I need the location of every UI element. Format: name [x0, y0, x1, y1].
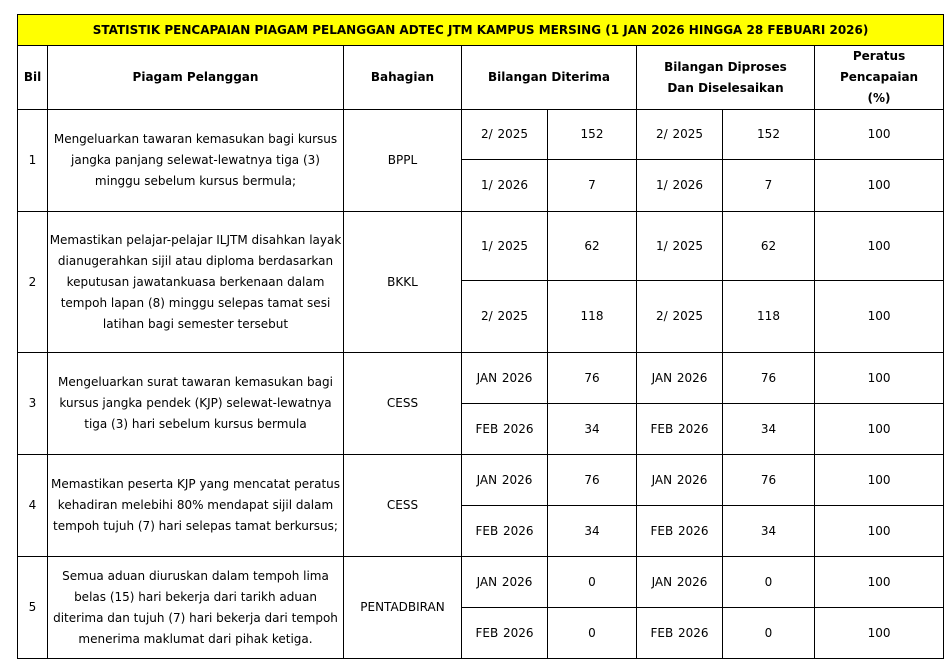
received-period	[462, 212, 548, 281]
row-bil: 5	[18, 557, 48, 659]
processed-period-text: 1/ 2026	[655, 178, 704, 192]
received-count: 7	[548, 160, 637, 212]
received-period	[462, 353, 548, 404]
row-dept: BKKL	[344, 212, 462, 353]
received-count: 0	[548, 557, 637, 608]
processed-count: 34	[723, 404, 815, 455]
row-charter: Memastikan pelajar-pelajar ILJTM disahkan layak dianugerahkan sijil atau diploma berdasarkan keputusan jawatankuasa berkenaan dalam tempoh lapan (8) minggu selepas tamat sesi latihan bagi semester tersebut	[48, 212, 344, 353]
processed-period	[637, 455, 723, 506]
processed-period-text: FEB 2026	[650, 625, 709, 640]
received-period-text: 2/ 2025	[480, 127, 529, 141]
received-period	[462, 404, 548, 455]
received-period	[462, 160, 548, 212]
processed-count: 0	[723, 608, 815, 659]
processed-period	[637, 110, 723, 160]
received-count: 34	[548, 506, 637, 557]
processed-count: 7	[723, 160, 815, 212]
header-bil: Bil	[18, 46, 48, 110]
achievement-percentage: 100	[815, 110, 944, 160]
received-period	[462, 455, 548, 506]
received-period-text: 2/ 2025	[480, 309, 529, 323]
table-row	[18, 455, 944, 506]
row-dept: PENTADBIRAN	[344, 557, 462, 659]
header-percentage	[815, 46, 944, 110]
received-period-text: JAN 2026	[476, 574, 533, 589]
header-dept: Bahagian	[344, 46, 462, 110]
title-row	[18, 15, 944, 46]
processed-count: 62	[723, 212, 815, 281]
row-charter: Semua aduan diuruskan dalam tempoh lima belas (15) hari bekerja dari tarikh aduan diterima dan tujuh (7) hari bekerja dari tempoh menerima maklumat dari pihak ketiga.	[48, 557, 344, 659]
table-row	[18, 110, 944, 160]
row-bil: 1	[18, 110, 48, 212]
processed-count: 76	[723, 455, 815, 506]
processed-period	[637, 160, 723, 212]
processed-period	[637, 404, 723, 455]
table-row	[18, 353, 944, 404]
processed-count: 118	[723, 281, 815, 353]
row-bil: 3	[18, 353, 48, 455]
row-dept: BPPL	[344, 110, 462, 212]
received-count: 62	[548, 212, 637, 281]
achievement-percentage: 100	[815, 404, 944, 455]
achievement-percentage: 100	[815, 506, 944, 557]
received-period-text: JAN 2026	[476, 370, 533, 385]
achievement-percentage: 100	[815, 608, 944, 659]
processed-period-text: JAN 2026	[651, 574, 708, 589]
row-bil: 2	[18, 212, 48, 353]
received-period-text: 1/ 2026	[480, 178, 529, 192]
received-period	[462, 506, 548, 557]
received-period	[462, 281, 548, 353]
processed-period	[637, 212, 723, 281]
received-period	[462, 110, 548, 160]
received-period-text: FEB 2026	[475, 421, 534, 436]
row-bil: 4	[18, 455, 48, 557]
achievement-percentage: 100	[815, 353, 944, 404]
header-percentage-line1: Peratus	[852, 49, 906, 63]
received-period-text: JAN 2026	[476, 472, 533, 487]
processed-period-text: JAN 2026	[651, 472, 708, 487]
statistics-table	[17, 14, 944, 659]
row-charter: Mengeluarkan surat tawaran kemasukan bagi kursus jangka pendek (KJP) selewat-lewatnya tiga (3) hari sebelum kursus bermula	[48, 353, 344, 455]
processed-period-text: 2/ 2025	[655, 309, 704, 323]
received-count: 152	[548, 110, 637, 160]
achievement-percentage: 100	[815, 557, 944, 608]
processed-count: 0	[723, 557, 815, 608]
achievement-percentage: 100	[815, 281, 944, 353]
received-period-text: FEB 2026	[475, 625, 534, 640]
processed-count: 76	[723, 353, 815, 404]
header-percentage-line2: Pencapaian	[839, 70, 919, 84]
header-processed	[637, 46, 815, 110]
processed-period	[637, 506, 723, 557]
table-title: STATISTIK PENCAPAIAN PIAGAM PELANGGAN ADTEC JTM KAMPUS MERSING (1 JAN 2026 HINGGA 28 FEBUARI 2026)	[18, 15, 944, 46]
achievement-percentage: 100	[815, 212, 944, 281]
processed-count: 152	[723, 110, 815, 160]
header-received: Bilangan Diterima	[462, 46, 637, 110]
header-row	[18, 46, 944, 110]
processed-period-text: FEB 2026	[650, 421, 709, 436]
received-period	[462, 608, 548, 659]
received-count: 0	[548, 608, 637, 659]
header-processed-line1: Bilangan Diproses	[664, 59, 787, 74]
processed-period	[637, 353, 723, 404]
table-row	[18, 212, 944, 281]
header-charter: Piagam Pelanggan	[48, 46, 344, 110]
received-period-text: 1/ 2025	[480, 238, 529, 253]
processed-period-text: 2/ 2025	[655, 127, 704, 141]
achievement-percentage: 100	[815, 455, 944, 506]
table-row	[18, 557, 944, 608]
row-dept: CESS	[344, 353, 462, 455]
received-count: 76	[548, 455, 637, 506]
processed-period-text: FEB 2026	[650, 523, 709, 538]
row-charter: Mengeluarkan tawaran kemasukan bagi kursus jangka panjang selewat-lewatnya tiga (3) minggu sebelum kursus bermula;	[48, 110, 344, 212]
processed-period	[637, 608, 723, 659]
header-percentage-line3: (%)	[867, 91, 891, 105]
received-period-text: FEB 2026	[475, 523, 534, 538]
processed-period	[637, 281, 723, 353]
received-count: 118	[548, 281, 637, 353]
received-count: 34	[548, 404, 637, 455]
achievement-percentage: 100	[815, 160, 944, 212]
processed-period-text: JAN 2026	[651, 370, 708, 385]
row-dept: CESS	[344, 455, 462, 557]
processed-period-text: 1/ 2025	[655, 238, 704, 253]
received-count: 76	[548, 353, 637, 404]
processed-count: 34	[723, 506, 815, 557]
header-processed-line2: Dan Diselesaikan	[667, 80, 784, 95]
row-charter: Memastikan peserta KJP yang mencatat peratus kehadiran melebihi 80% mendapat sijil dalam tempoh tujuh (7) hari selepas tamat berkursus;	[48, 455, 344, 557]
processed-period	[637, 557, 723, 608]
received-period	[462, 557, 548, 608]
